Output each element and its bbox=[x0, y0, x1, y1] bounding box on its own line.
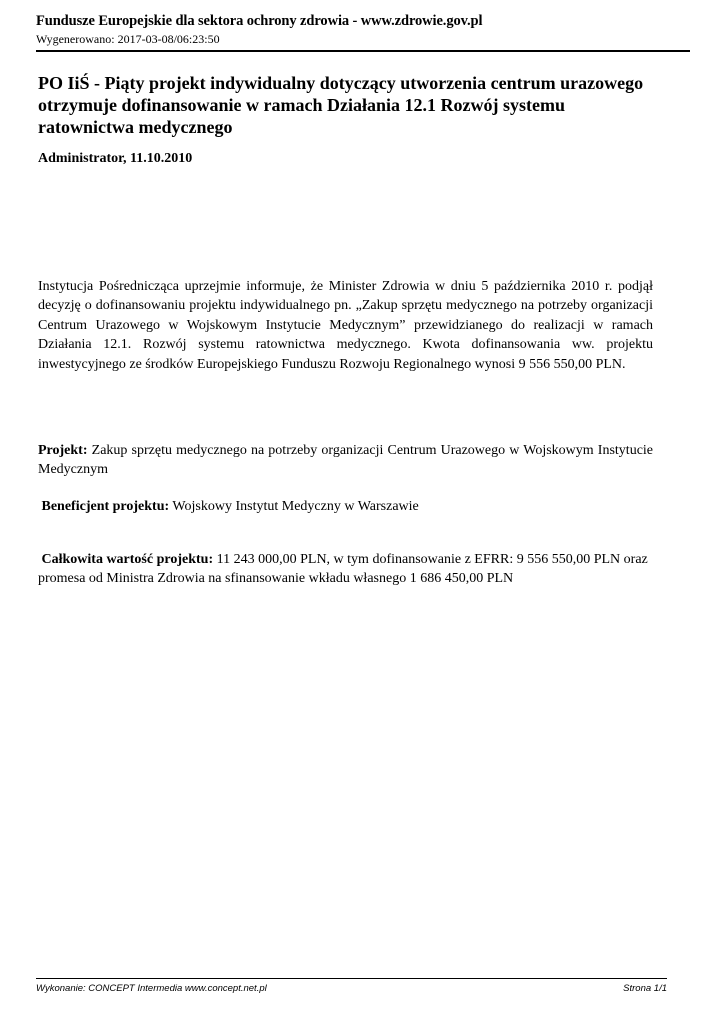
beneficiary-label: Beneficjent projektu: bbox=[41, 499, 170, 514]
article-title: PO IiŚ - Piąty projekt indywidualny dotyczący utworzenia centrum urazowego otrzymuje dofinansowanie w ramach Działania 12.1 Rozwój systemu ratownictwa medycznego bbox=[38, 73, 644, 137]
page-number: Strona 1/1 bbox=[623, 983, 667, 994]
total-value-label: Całkowita wartość projektu: bbox=[41, 552, 214, 567]
project-label: Projekt: bbox=[38, 443, 88, 458]
footer-credit: Wykonanie: CONCEPT Intermedia www.concept.net.pl bbox=[36, 983, 267, 994]
header-divider bbox=[36, 50, 690, 52]
site-title: Fundusze Europejskie dla sektora ochrony zdrowia - www.zdrowie.gov.pl bbox=[36, 13, 483, 29]
beneficiary-info bbox=[38, 497, 653, 516]
article-byline: Administrator, 11.10.2010 bbox=[38, 151, 193, 166]
total-value-info bbox=[38, 550, 653, 589]
page-header bbox=[36, 12, 690, 47]
generated-timestamp: Wygenerowano: 2017-03-08/06:23:50 bbox=[36, 32, 220, 46]
total-value-value: 11 243 000,00 PLN, w tym dofinansowanie z EFRR: 9 556 550,00 PLN oraz promesa od Ministra Zdrowia na sfinansowanie wkładu własnego 1 686 450,00 PLN bbox=[38, 552, 648, 587]
article-lead-paragraph: Instytucja Pośrednicząca uprzejmie informuje, że Minister Zdrowia w dniu 5 października 2010 r. podjął decyzję o dofinansowaniu projektu indywidualnego pn. „Zakup sprzętu medycznego na potrzeby organizacji Centrum Urazowego w Wojskowym Instytucie Medycznym” przewidzianego do realizacji w ramach Działania 12.1. Rozwój systemu ratownictwa medycznego. Kwota dofinansowania ww. projektu inwestycyjnego ze środków Europejskiego Funduszu Rozwoju Regionalnego wynosi 9 556 550,00 PLN. bbox=[38, 279, 653, 372]
beneficiary-value: Wojskowy Instytut Medyczny w Warszawie bbox=[172, 499, 419, 514]
footer-divider bbox=[36, 978, 667, 979]
project-info bbox=[38, 441, 653, 480]
project-value: Zakup sprzętu medycznego na potrzeby organizacji Centrum Urazowego w Wojskowym Instytucie Medycznym bbox=[38, 443, 654, 478]
